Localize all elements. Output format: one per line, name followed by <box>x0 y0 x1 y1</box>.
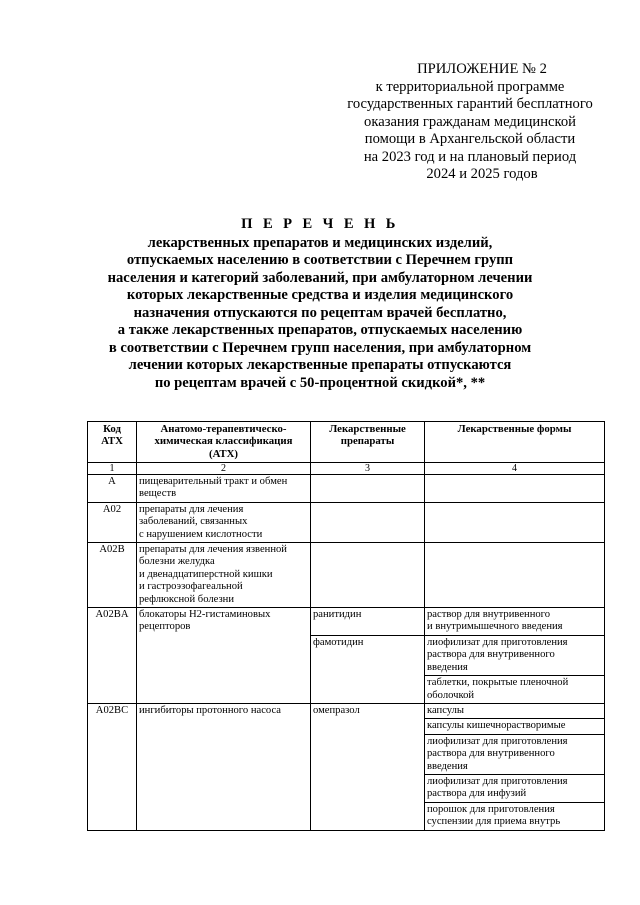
atc-classification: пищеварительный тракт и обмен веществ <box>137 475 311 503</box>
atc-code: A02BA <box>88 608 137 704</box>
atc-classification: блокаторы H2-гистаминовых рецепторов <box>137 608 311 704</box>
dosage-form: таблетки, покрытые пленочной оболочкой <box>427 677 569 701</box>
header-drugs: Лекарственные препараты <box>311 422 425 463</box>
title-line: отпускаемых населению в соответствии с Перечнем групп <box>126 252 514 268</box>
form-cell <box>425 475 605 503</box>
header-code: Код АТХ <box>88 422 137 463</box>
title-line: в соответствии с Перечнем групп населения, при амбулаторном <box>108 339 532 356</box>
form-cell <box>425 703 605 830</box>
drug-list-table <box>87 421 605 831</box>
appendix-line: помощи в Архангельской области <box>364 131 576 147</box>
drug-cell <box>311 543 425 608</box>
appendix-line: оказания гражданам медицинской <box>364 113 576 130</box>
title-line: назначения отпускаются по рецептам врачей бесплатно, <box>133 304 507 321</box>
table-row <box>88 608 605 636</box>
dosage-form: раствор для внутривенного и внутримышечного введения <box>427 609 563 633</box>
drug-name: ранитидин <box>311 608 425 636</box>
table-header-row <box>88 422 605 463</box>
title-line: населения и категорий заболеваний, при амбулаторном лечении <box>107 269 533 286</box>
drug-cell <box>311 475 425 503</box>
drug-name: фамотидин <box>311 635 425 703</box>
atc-classification: препараты для лечения язвенной болезни желудка и двенадцатиперстной кишки и гастроэзофагеальной рефлюксной болезни <box>137 543 311 608</box>
column-number: 2 <box>137 463 311 475</box>
form-cell <box>425 502 605 542</box>
dosage-form: порошок для приготовления суспензии для приема внутрь <box>427 803 561 828</box>
appendix-block <box>312 61 628 184</box>
atc-code: A02B <box>88 543 137 608</box>
form-cell <box>425 635 605 703</box>
form-cell <box>425 608 605 636</box>
form-cell <box>425 543 605 608</box>
header-forms: Лекарственные формы <box>425 422 605 463</box>
column-number-row <box>88 463 605 475</box>
drug-name: омепразол <box>311 703 425 830</box>
table-row <box>88 703 605 830</box>
column-number: 4 <box>425 463 605 475</box>
atc-code: А <box>88 475 137 503</box>
atc-code: A02BC <box>88 703 137 830</box>
appendix-line: к территориальной программе <box>375 78 565 95</box>
title-line: лекарственных препаратов и медицинских изделий, <box>147 234 493 251</box>
table-row <box>88 475 605 503</box>
column-number: 1 <box>88 463 137 475</box>
dosage-form: лиофилизат для приготовления раствора для внутривенного введения <box>425 735 604 775</box>
table-row <box>88 543 605 608</box>
dosage-form: лиофилизат для приготовления раствора для инфузий <box>425 775 604 803</box>
title-line: по рецептам врачей с 50-процентной скидкой*, ** <box>154 374 486 391</box>
appendix-line: государственных гарантий бесплатного <box>347 96 593 112</box>
header-classification: Анатомо-терапевтическо- химическая классификация (АТХ) <box>137 422 311 463</box>
title-line: которых лекарственные средства и изделия медицинского <box>126 287 514 303</box>
atc-classification: препараты для лечения заболеваний, связанных с нарушением кислотности <box>137 502 311 542</box>
drug-cell <box>311 502 425 542</box>
title-line: а также лекарственных препаратов, отпускаемых населению <box>117 322 523 338</box>
column-number: 3 <box>311 463 425 475</box>
dosage-form: капсулы кишечнорастворимые <box>425 719 604 734</box>
table-row <box>88 502 605 542</box>
appendix-line: на 2023 год и на плановый период <box>363 148 577 165</box>
dosage-form: капсулы <box>425 704 604 719</box>
appendix-heading: ПРИЛОЖЕНИЕ № 2 <box>417 61 547 77</box>
document-title <box>60 216 580 392</box>
title-line: лечении которых лекарственные препараты отпускаются <box>128 357 512 373</box>
dosage-form: лиофилизат для приготовления раствора для внутривенного введения <box>425 636 604 676</box>
atc-code: A02 <box>88 502 137 542</box>
atc-classification: ингибиторы протонного насоса <box>137 703 311 830</box>
title-heading: П Е Р Е Ч Е Н Ь <box>241 216 399 232</box>
appendix-line: 2024 и 2025 годов <box>426 166 538 182</box>
